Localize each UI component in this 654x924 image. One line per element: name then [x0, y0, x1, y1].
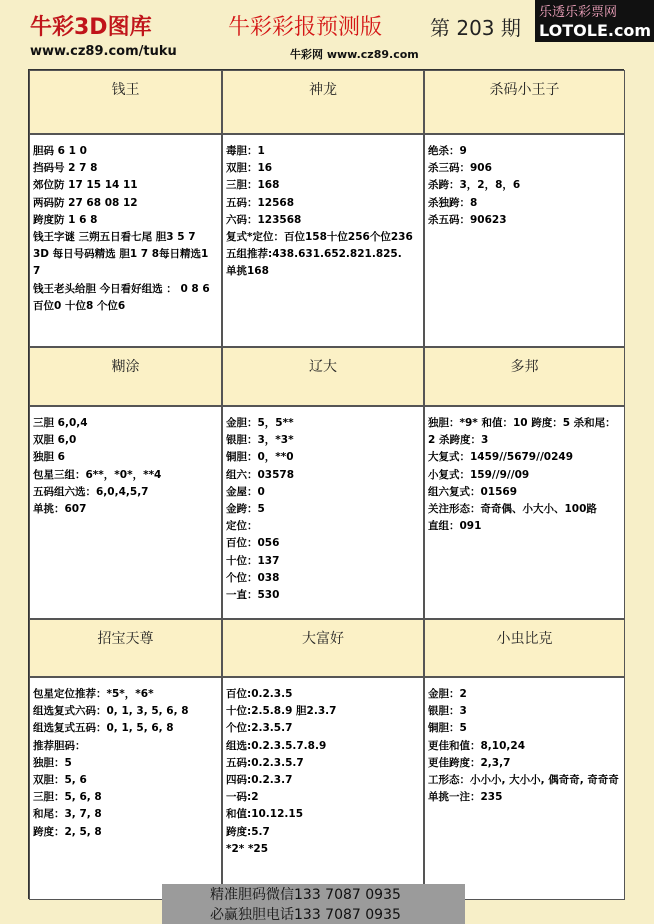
- prediction-line: 一码:2: [226, 791, 259, 804]
- prediction-line: 更佳跨度：2,3,7: [428, 756, 511, 769]
- prediction-line: 钱王老头给胆 今日看好组选 ： 0 8 6百位0 十位8 个位6: [33, 282, 210, 312]
- prediction-line: 铜胆：5: [428, 722, 467, 735]
- prediction-line: 双胆 6,0: [33, 434, 77, 447]
- prediction-line: 铜胆：0，**0: [226, 451, 294, 464]
- prediction-line: 三胆 6,0,4: [33, 417, 88, 429]
- prediction-line: 和值:10.12.15: [226, 808, 304, 821]
- section-body: [29, 134, 222, 347]
- prediction-line: 和尾：3, 7, 8: [33, 808, 102, 821]
- prediction-line: 推荐胆码：: [33, 739, 86, 752]
- section-body: [222, 406, 424, 619]
- section-body: [222, 677, 424, 900]
- section-body: [424, 406, 625, 619]
- prediction-line: 个位：038: [226, 571, 280, 584]
- prediction-line: 单挑168: [226, 265, 269, 278]
- prediction-line: 十位：137: [226, 554, 280, 567]
- section-body: [29, 677, 222, 900]
- prediction-line: 四码:0.2.3.7: [226, 774, 293, 787]
- section-title: 钱王: [29, 70, 222, 134]
- prediction-line: 杀三码：906: [428, 162, 492, 175]
- prediction-line: 包星定位推荐：*5*，*6*: [33, 688, 154, 700]
- phone-line: 必赢独胆电话133 7087 0935: [210, 907, 401, 923]
- prediction-line: 金跨：5: [226, 503, 265, 516]
- prediction-line: 双胆：5, 6: [33, 774, 87, 787]
- section-title: 招宝天尊: [29, 619, 222, 677]
- prediction-line: *2* *25: [226, 842, 269, 855]
- section-body: [424, 677, 625, 900]
- prediction-line: 单挑一注：235: [428, 791, 503, 804]
- logo-domain-text: LOTOLE.com: [539, 21, 652, 40]
- prediction-line: 杀五码：90623: [428, 213, 507, 226]
- prediction-line: 复式*定位：百位158十位256个位236: [226, 231, 413, 244]
- prediction-line: 组选:0.2.3.5.7.8.9: [226, 739, 327, 752]
- wechat-line: 精准胆码微信133 7087 0935: [210, 887, 401, 903]
- prediction-line: 杀跨：3，2，8，6: [428, 179, 521, 192]
- section-body: [222, 134, 424, 347]
- section-title: 杀码小王子: [424, 70, 625, 134]
- prediction-line: 定位：: [226, 520, 258, 533]
- prediction-line: 五码：12568: [226, 196, 295, 209]
- prediction-line: 郊位防 17 15 14 11: [33, 179, 138, 192]
- section-body: [29, 406, 222, 619]
- prediction-line: 跨度防 1 6 8: [33, 213, 98, 226]
- section-title: 多邦: [424, 347, 625, 406]
- prediction-line: 银胆：3，*3*: [226, 434, 294, 447]
- prediction-line: 组六：03578: [226, 468, 295, 481]
- prediction-line: 金胆：5，5**: [226, 417, 294, 429]
- prediction-line: 独胆 6: [33, 451, 65, 464]
- prediction-line: 银胆：3: [428, 705, 467, 718]
- site-url[interactable]: 牛彩网 www.cz89.com: [290, 48, 419, 61]
- prediction-line: 关注形态：奇奇偶、小大小、100路: [428, 503, 597, 516]
- lotole-logo[interactable]: [535, 0, 654, 42]
- prediction-line: 双胆：16: [226, 162, 273, 175]
- section-title: 大富好: [222, 619, 424, 677]
- prediction-line: 跨度：2, 5, 8: [33, 825, 102, 838]
- prediction-line: 杀独跨：8: [428, 196, 478, 209]
- prediction-line: 组选复式六码：0, 1, 3, 5, 6, 8: [33, 705, 189, 718]
- prediction-line: 两码防 27 68 08 12: [33, 196, 138, 209]
- section-title: 神龙: [222, 70, 424, 134]
- prediction-line: 五码组六选：6,0,4,5,7: [33, 485, 149, 498]
- contact-banner: [162, 884, 465, 924]
- prediction-line: 五组推荐:438.631.652.821.825.: [226, 248, 402, 261]
- prediction-line: 组六复式：01569: [428, 485, 518, 498]
- gallery-title: 牛彩3D图库: [30, 15, 152, 40]
- logo-cn-text: 乐透乐彩票网: [539, 5, 618, 20]
- prediction-line: 胆码 6 1 0: [33, 145, 87, 157]
- prediction-line: 金胆：2: [428, 688, 467, 700]
- prediction-line: 大复式：1459//5679//0249: [428, 451, 574, 464]
- prediction-line: 毒胆：1: [226, 145, 265, 157]
- section-body: [424, 134, 625, 347]
- prediction-line: 个位:2.3.5.7: [226, 722, 293, 735]
- issue-number: 第 203 期: [430, 16, 521, 40]
- prediction-line: 独胆：*9* 和值：10 跨度：5 杀和尾：2 杀跨度：3: [428, 417, 616, 447]
- prediction-line: 组选复式五码：0, 1, 5, 6, 8: [33, 722, 174, 735]
- prediction-line: 一直：530: [226, 589, 280, 602]
- prediction-line: 3D 每日号码精选 胆1 7 8每日精选1 7: [33, 248, 209, 278]
- prediction-line: 金屋：0: [226, 485, 265, 498]
- section-title: 糊涂: [29, 347, 222, 406]
- prediction-line: 六码：123568: [226, 213, 302, 226]
- prediction-grid: [28, 69, 624, 899]
- prediction-line: 三胆：168: [226, 179, 280, 192]
- page-header: [0, 0, 654, 66]
- prediction-line: 小复式：159//9//09: [428, 468, 530, 481]
- prediction-line: 直组：091: [428, 520, 482, 533]
- prediction-line: 跨度:5.7: [226, 825, 270, 838]
- prediction-line: 包星三组：6**，*0*，**4: [33, 468, 162, 481]
- prediction-line: 百位：056: [226, 537, 280, 550]
- prediction-line: 更佳和值：8,10,24: [428, 739, 526, 752]
- section-title: 辽大: [222, 347, 424, 406]
- prediction-line: 十位:2.5.8.9 胆2.3.7: [226, 705, 337, 718]
- prediction-line: 单挑：607: [33, 503, 87, 516]
- prediction-line: 绝杀：9: [428, 145, 467, 157]
- section-title: 小虫比克: [424, 619, 625, 677]
- prediction-line: 五码:0.2.3.5.7: [226, 756, 304, 769]
- prediction-line: 工形态：小小小, 大小小, 偶奇奇, 奇奇奇: [428, 774, 619, 787]
- prediction-line: 三胆：5, 6, 8: [33, 791, 102, 804]
- prediction-line: 百位:0.2.3.5: [226, 688, 293, 700]
- prediction-line: 钱王字谜 三朔五日看七尾 胆3 5 7: [33, 231, 196, 244]
- prediction-line: 挡码号 2 7 8: [33, 162, 98, 175]
- gallery-url[interactable]: www.cz89.com/tuku: [30, 44, 177, 59]
- edition-title: 牛彩彩报预测版: [228, 15, 383, 40]
- prediction-line: 独胆：5: [33, 756, 72, 769]
